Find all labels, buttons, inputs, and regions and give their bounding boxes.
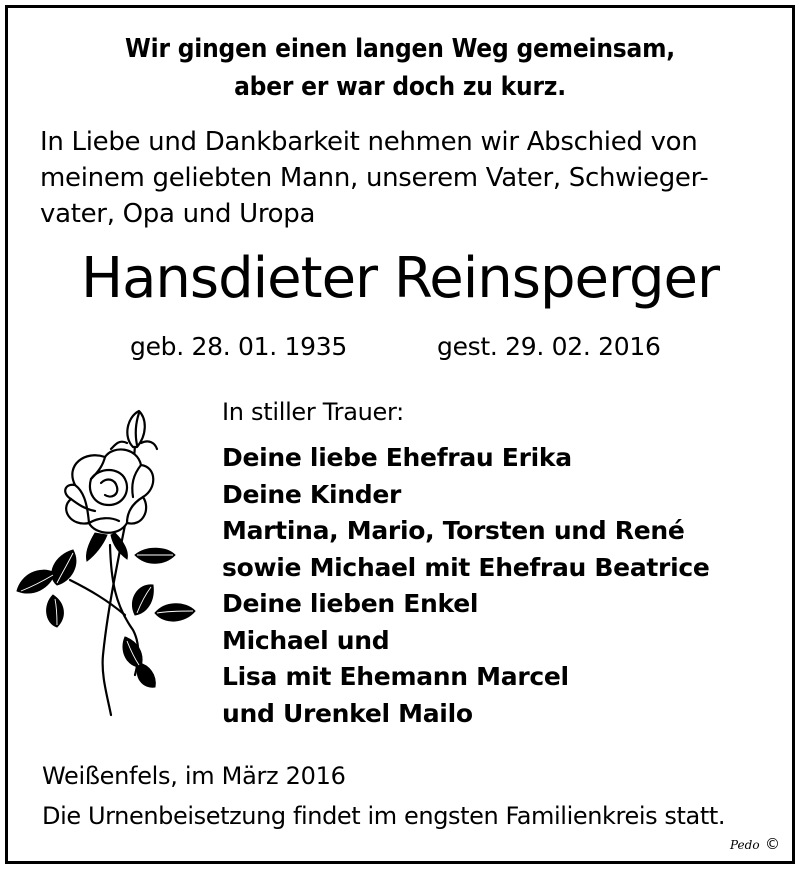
- designer-credit: Pedo: [730, 838, 760, 852]
- mourner-line: Martina, Mario, Torsten und René: [222, 516, 685, 545]
- mourners-list: [222, 440, 710, 732]
- intro-line-1: In Liebe und Dankbarkeit nehmen wir Abschied von: [40, 127, 698, 157]
- place-date: Weißenfels, im März 2016: [42, 762, 346, 790]
- mourner-line: Deine liebe Ehefrau Erika: [222, 443, 572, 472]
- intro-line-3: vater, Opa und Uropa: [40, 199, 316, 229]
- intro-line-2: meinem geliebten Mann, unserem Vater, Schwieger-: [40, 163, 709, 193]
- burial-note: Die Urnenbeisetzung findet im engsten Familienkreis statt.: [42, 802, 726, 830]
- mourner-line: Deine lieben Enkel: [222, 589, 479, 618]
- mourner-line: Deine Kinder: [222, 479, 402, 509]
- mourner-line: Michael und: [222, 625, 390, 655]
- copyright-icon: ©: [765, 835, 780, 853]
- mourning-heading: In stiller Trauer:: [222, 398, 404, 426]
- rose-icon: [15, 405, 205, 720]
- birth-date: geb. 28. 01. 1935: [130, 332, 347, 361]
- mourner-line: und Urenkel Mailo: [222, 698, 473, 728]
- death-date: gest. 29. 02. 2016: [437, 332, 661, 361]
- deceased-name: Hansdieter Reinsperger: [80, 246, 720, 311]
- mourner-line: Lisa mit Ehemann Marcel: [222, 662, 569, 691]
- motto-line-2: aber er war doch zu kurz.: [234, 72, 566, 102]
- motto-line-1: Wir gingen einen langen Weg gemeinsam,: [125, 34, 675, 64]
- mourner-line: sowie Michael mit Ehefrau Beatrice: [222, 552, 710, 582]
